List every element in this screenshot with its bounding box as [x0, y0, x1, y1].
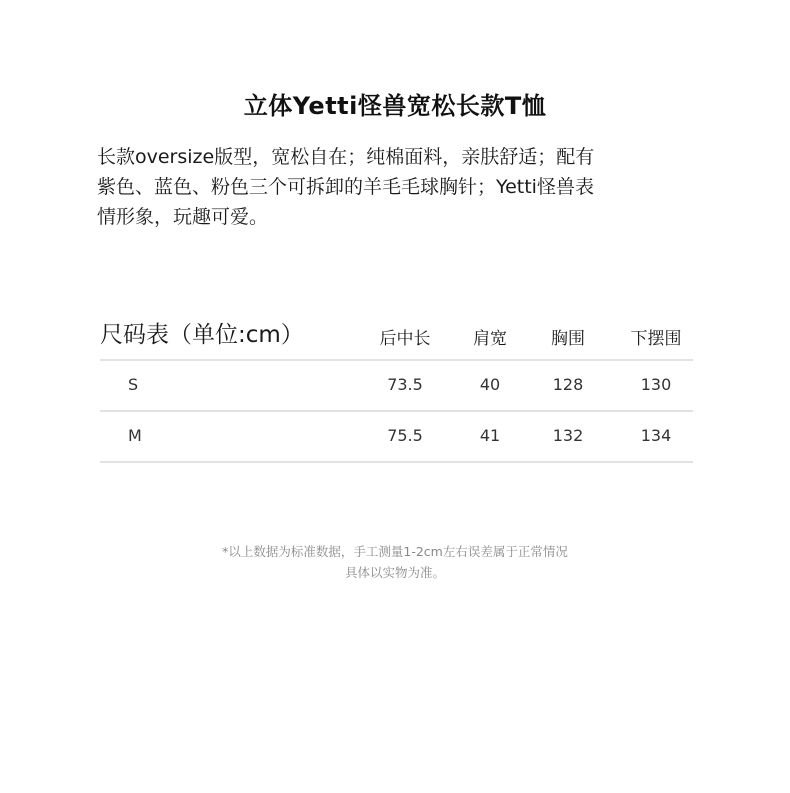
measurement-note [0, 541, 790, 583]
description-line: 情形象，玩趣可爱。 [97, 206, 269, 228]
table-row [100, 412, 693, 463]
product-title: 立体Yetti怪兽宽松长款T恤 [243, 92, 547, 120]
size-table-title: 尺码表（单位:cm） [100, 322, 304, 348]
note-line: 具体以实物为准。 [344, 565, 445, 580]
table-cell: 41 [479, 426, 501, 445]
table-cell: 73.5 [387, 375, 423, 394]
description-line: 长款oversize版型，宽松自在；纯棉面料，亲肤舒适；配有 [97, 146, 595, 168]
table-cell: 132 [552, 426, 584, 445]
column-header-hem: 下摆围 [630, 329, 682, 349]
column-header-length: 后中长 [379, 329, 431, 349]
product-description [97, 142, 697, 232]
table-cell: 128 [552, 375, 584, 394]
column-header-chest: 胸围 [551, 329, 585, 349]
table-cell: 40 [479, 375, 501, 394]
table-cell: 75.5 [387, 426, 423, 445]
note-line: *以上数据为标准数据，手工测量1-2cm左右误差属于正常情况 [222, 544, 568, 559]
size-table-header [100, 315, 693, 361]
table-cell: 134 [640, 426, 672, 445]
table-row [100, 361, 693, 412]
column-header-shoulder: 肩宽 [473, 329, 507, 349]
size-label: M [128, 426, 142, 445]
size-table [100, 315, 693, 463]
description-line: 紫色、蓝色、粉色三个可拆卸的羊毛毛球胸针；Yetti怪兽表 [97, 176, 594, 198]
size-label: S [128, 375, 139, 394]
table-cell: 130 [640, 375, 672, 394]
